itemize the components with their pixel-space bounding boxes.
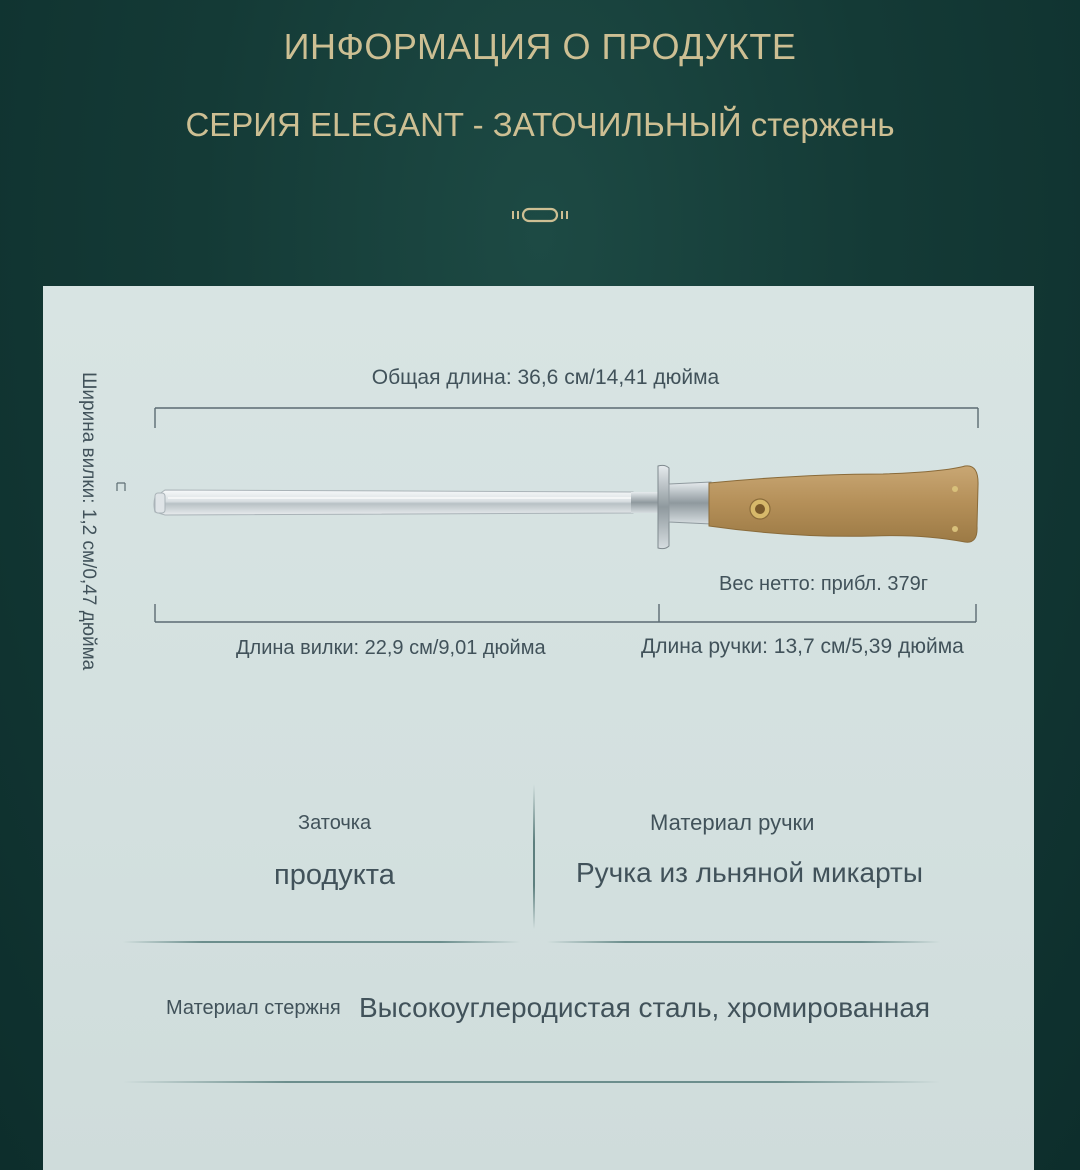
fork-width-label: Ширина вилки: 1,2 см/0,47 дюйма bbox=[78, 372, 99, 671]
decorative-ornament-icon bbox=[509, 205, 571, 225]
handle-icon bbox=[709, 466, 978, 542]
sharpening-label: Заточка bbox=[298, 812, 372, 834]
rod-icon bbox=[154, 490, 633, 515]
handle-length-bracket bbox=[659, 604, 976, 622]
sharpening-value: продукта bbox=[274, 859, 395, 891]
total-length-label: Общая длина: 36,6 см/14,41 дюйма bbox=[371, 366, 720, 389]
spec-divider-bottom bbox=[123, 1081, 940, 1083]
total-length-bracket bbox=[155, 408, 978, 428]
guard-icon bbox=[631, 465, 711, 548]
rod-material-label: Материал стержня bbox=[166, 997, 341, 1019]
spec-divider-left bbox=[123, 941, 520, 943]
product-info-panel bbox=[43, 286, 1034, 1170]
handle-material-label: Материал ручки bbox=[650, 810, 815, 835]
fork-length-bracket bbox=[155, 604, 659, 622]
handle-length-label: Длина ручки: 13,7 см/5,39 дюйма bbox=[641, 635, 964, 658]
spec-divider-right bbox=[547, 941, 940, 943]
fork-width-marker bbox=[117, 483, 125, 491]
net-weight-label: Вес нетто: прибл. 379г bbox=[719, 573, 928, 595]
page-subtitle: СЕРИЯ ELEGANT - ЗАТОЧИЛЬНЫЙ стержень bbox=[185, 106, 895, 143]
fork-length-label: Длина вилки: 22,9 см/9,01 дюйма bbox=[236, 637, 546, 659]
page-title: ИНФОРМАЦИЯ О ПРОДУКТЕ bbox=[283, 26, 797, 67]
handle-material-value: Ручка из льняной микарты bbox=[576, 857, 923, 888]
spec-vertical-divider bbox=[533, 784, 535, 929]
rod-material-value: Высокоуглеродистая сталь, хромированная bbox=[359, 992, 931, 1023]
